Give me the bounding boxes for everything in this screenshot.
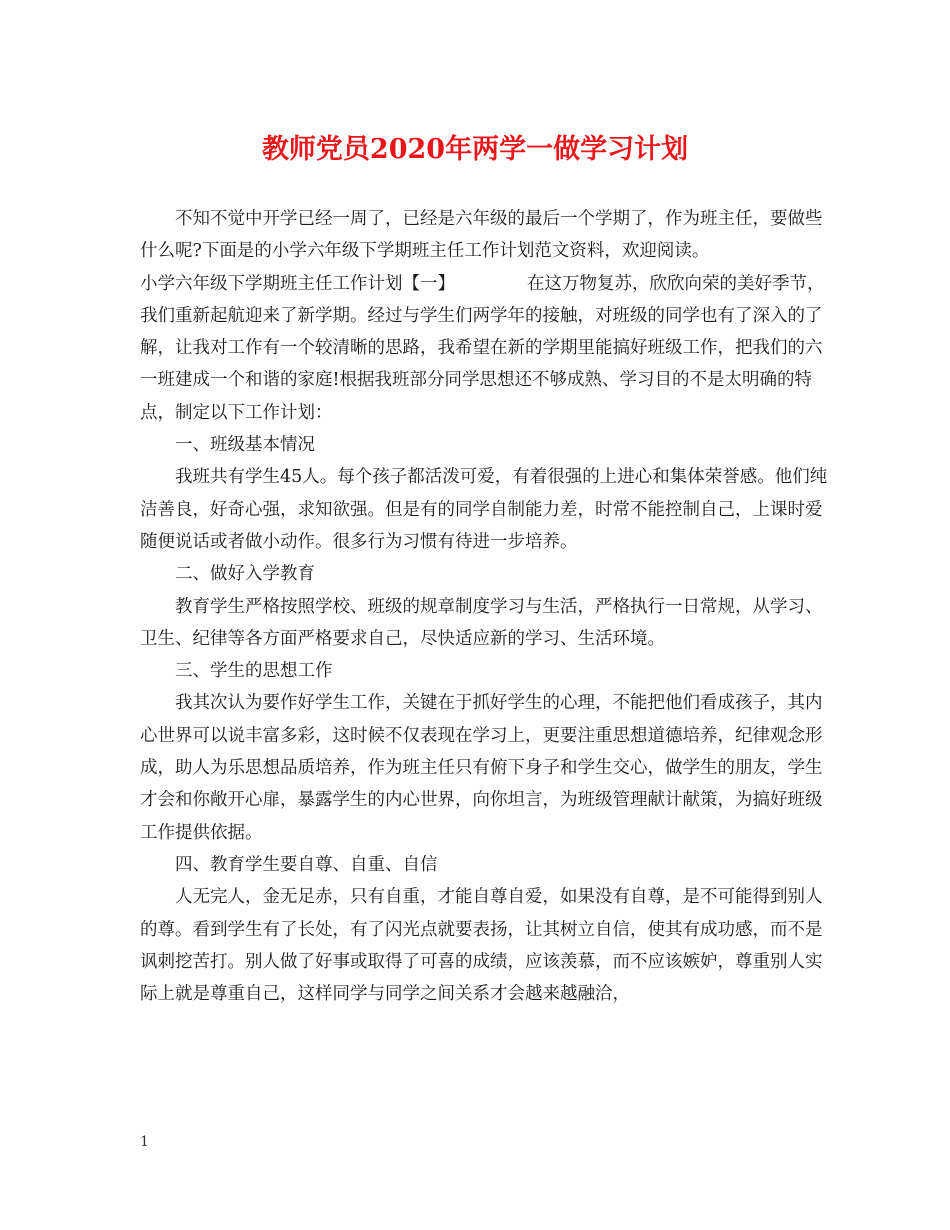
section-heading-2: 二、做好入学教育 <box>175 564 315 585</box>
paragraph-plan <box>140 268 830 429</box>
page-number: 1 <box>140 1134 149 1150</box>
document-body <box>140 203 830 1010</box>
section-text-2: 教育学生严格按照学校、班级的规章制度学习与生活，严格执行一日常规，从学习、卫生、纪律等各方面严格要求自己，尽快适应新的学习、生活环境。 <box>140 596 823 649</box>
section-text-3: 我其次认为要作好学生工作，关键在于抓好学生的心理，不能把他们看成孩子，其内心世界可以说丰富多彩，这时候不仅表现在学习上，更要注重思想道德培养，纪律观念形成，助人为乐思想品质培养，作为班主任只有俯下身子和学生交心，做学生的朋友，学生才会和你敞开心扉，暴露学生的内心世界，向你坦言，为班级管理献计献策，为搞好班级工作提供依据。 <box>140 693 823 843</box>
section-heading-1: 一、班级基本情况 <box>175 435 315 456</box>
plan-intro: 在这万物复苏，欣欣向荣的美好季节，我们重新起航迎来了新学期。经过与学生们两学年的接触，对班级的同学也有了深入的了解，让我对工作有一个较清晰的思路，我希望在新的学期里能搞好班级工作，把我们的六一班建成一个和谐的家庭!根据我班部分同学思想还不够成熟、学习目的不是太明确的特点，制定以下工作计划： <box>140 273 825 423</box>
document-title: 教师党员2020年两学一做学习计划 <box>261 134 689 165</box>
plan-heading: 小学六年级下学期班主任工作计划【一】 <box>140 273 455 294</box>
section-text-4: 人无完人，金无足赤，只有自重，才能自尊自爱，如果没有自尊，是不可能得到别人的尊。看到学生有了长处，有了闪光点就要表扬，让其树立自信，使其有成功感，而不是讽刺挖苦打。别人做了好事或取得了可喜的成绩，应该羡慕，而不应该嫉妒，尊重别人实际上就是尊重自己，这样同学与同学之间关系才会越来越融洽， <box>140 887 823 1005</box>
section-text-1: 我班共有学生45人。每个孩子都活泼可爱，有着很强的上进心和集体荣誉感。他们纯洁善良，好奇心强，求知欲强。但是有的同学自制能力差，时常不能控制自己，上课时爱随便说话或者做小动作。很多行为习惯有待进一步培养。 <box>140 467 828 552</box>
paragraph-intro: 不知不觉中开学已经一周了，已经是六年级的最后一个学期了，作为班主任，要做些什么呢?下面是的小学六年级下学期班主任工作计划范文资料，欢迎阅读。 <box>140 209 823 262</box>
section-heading-3: 三、学生的思想工作 <box>175 661 333 682</box>
section-heading-4: 四、教育学生要自尊、自重、自信 <box>175 854 438 875</box>
